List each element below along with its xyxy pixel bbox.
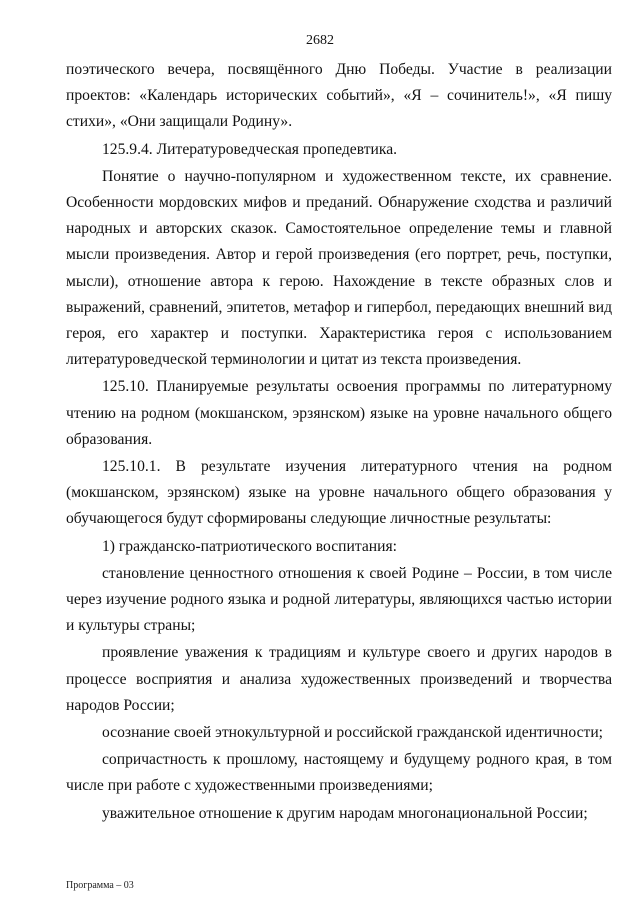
- list-item-respect-traditions: проявление уважения к традициям и культуре своего и других народов в процессе восприятия и анализа художественных произведений и творчества народов России;: [66, 644, 612, 714]
- list-item-respect-peoples: уважительное отношение к другим народам многонациональной России;: [102, 804, 588, 822]
- section-heading-planned-results: 125.10. Планируемые результаты освоения программы по литературному чтению на родном (мокшанском, эрзянском) языке на уровне начального общего образования.: [66, 378, 612, 448]
- list-item-native-land: сопричастность к прошлому, настоящему и будущему родного края, в том числе при работе с художественными произведениями;: [66, 751, 612, 795]
- list-item-identity-awareness: осознание своей этнокультурной и российской гражданской идентичности;: [102, 724, 604, 742]
- document-body: [66, 57, 612, 827]
- paragraph-concepts: Понятие о научно-популярном и художественном тексте, их сравнение. Особенности мордовских мифов и преданий. Обнаружение сходства и различий народных и авторских сказок. Самостоятельное определение темы и главной мысли произведения. Автор и герой произведения (его портрет, речь, поступки, мысли), отношение автора к герою. Нахождение в тексте образных слов и выражений, сравнений, эпитетов, метафор и гипербол, передающих внешний вид героя, его характер и поступки. Характеристика героя с использованием литературоведческой терминологии и цитат из текста произведения.: [66, 167, 612, 369]
- page-number: 2682: [306, 33, 334, 48]
- section-heading-propaedeutics: 125.9.4. Литературоведческая пропедевтика.: [102, 140, 398, 158]
- paragraph-continuation: поэтического вечера, посвящённого Дню Победы. Участие в реализации проектов: «Календарь исторических событий», «Я – сочинитель!», «Я пишу стихи», «Они защищали Родину».: [66, 61, 612, 131]
- list-item-value-attitude: становление ценностного отношения к своей Родине – России, в том числе через изучение родного языка и родной литературы, являющихся частью истории и культуры страны;: [66, 564, 612, 635]
- paragraph-personal-results: 125.10.1. В результате изучения литературного чтения на родном (мокшанском, эрзянском) языке на уровне начального общего образования у обучающегося будут сформированы следующие личностные результаты:: [66, 458, 612, 528]
- list-heading-civic-patriotic: 1) гражданско-патриотического воспитания:: [102, 537, 397, 555]
- page-footer: Программа – 03: [66, 880, 134, 891]
